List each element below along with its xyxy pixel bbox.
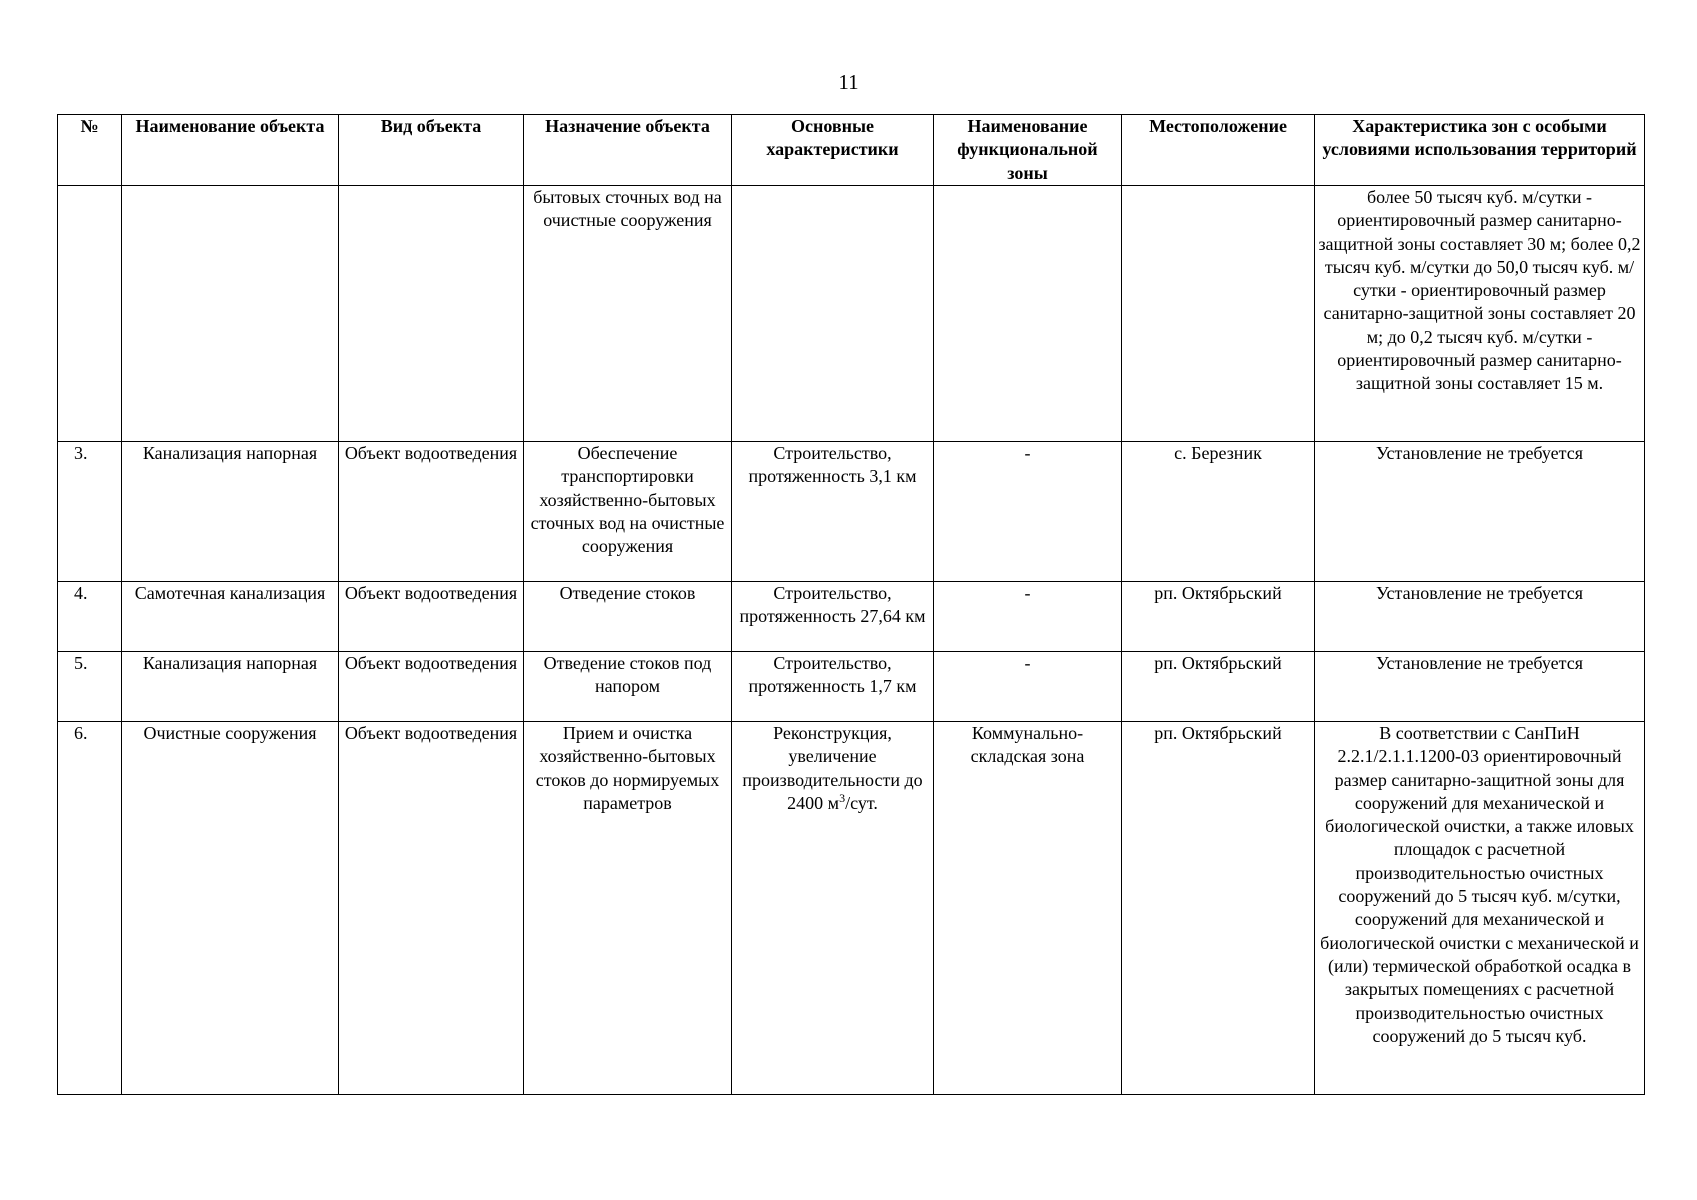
table-header-row — [58, 115, 1645, 186]
row-location: с. Березник — [1122, 442, 1315, 582]
header-number: № — [58, 115, 122, 186]
row-functional-zone — [934, 186, 1122, 442]
row-object-type — [339, 186, 524, 442]
row-number: 5. — [58, 652, 122, 722]
table-row — [58, 652, 1645, 722]
row-object-name: Канализация напорная — [122, 442, 339, 582]
row-object-name: Очистные сооружения — [122, 722, 339, 1095]
row-functional-zone: - — [934, 652, 1122, 722]
row-object-type: Объект водоотведения — [339, 442, 524, 582]
row-restrictions: Установление не требуется — [1315, 652, 1645, 722]
row-functional-zone: - — [934, 582, 1122, 652]
row-number: 3. — [58, 442, 122, 582]
header-object-type: Вид объекта — [339, 115, 524, 186]
row-characteristics: Строительство, протяженность 3,1 км — [732, 442, 934, 582]
row-location — [1122, 186, 1315, 442]
row-object-purpose: Отведение стоков под напором — [524, 652, 732, 722]
cubic-superscript: 3 — [839, 790, 846, 805]
header-object-name: Наименование объекта — [122, 115, 339, 186]
row-location: рп. Октябрьский — [1122, 722, 1315, 1095]
row-restrictions: более 50 тысяч куб. м/сутки - ориентировочный размер санитарно-защитной зоны составляет 30 м; более 0,2 тысяч куб. м/сутки до 50,0 тысяч куб. м/сутки - ориентировочный размер санитарно-защитной зоны составляет 20 м; до 0,2 тысяч куб. м/сутки - ориентировочный размер санитарно-защитной зоны составляет 15 м. — [1315, 186, 1645, 442]
row-object-purpose: бытовых сточных вод на очистные сооружения — [524, 186, 732, 442]
row-characteristics — [732, 722, 934, 1095]
row-number: 6. — [58, 722, 122, 1095]
row-restrictions: В соответствии с СанПиН 2.2.1/2.1.1.1200-03 ориентировочный размер санитарно-защитной зоны для сооружений для механической и биологической очистки, а также иловых площадок с расчетной производительностью очистных сооружений до 5 тысяч куб. м/сутки, сооружений для механической и биологической очистки с механической и (или) термической обработкой осадка в закрытых помещениях с расчетной производительностью очистных сооружений до 5 тысяч куб. — [1315, 722, 1645, 1095]
row-location: рп. Октябрьский — [1122, 582, 1315, 652]
header-functional-zone: Наименование функциональной зоны — [934, 115, 1122, 186]
row-object-name: Самотечная канализация — [122, 582, 339, 652]
table-row — [58, 442, 1645, 582]
row-restrictions: Установление не требуется — [1315, 442, 1645, 582]
characteristics-text: Реконструкция, увеличение производительности до 2400 м — [742, 723, 923, 813]
row-location: рп. Октябрьский — [1122, 652, 1315, 722]
header-zone-restrictions: Характеристика зон с особыми условиями использования территорий — [1315, 115, 1645, 186]
row-number — [58, 186, 122, 442]
row-number: 4. — [58, 582, 122, 652]
row-object-type: Объект водоотведения — [339, 722, 524, 1095]
row-object-type: Объект водоотведения — [339, 582, 524, 652]
table-row — [58, 582, 1645, 652]
row-characteristics: Строительство, протяженность 27,64 км — [732, 582, 934, 652]
header-location: Местоположение — [1122, 115, 1315, 186]
header-main-characteristics: Основные характеристики — [732, 115, 934, 186]
characteristics-unit: /сут. — [845, 792, 878, 813]
header-object-purpose: Назначение объекта — [524, 115, 732, 186]
row-object-purpose: Отведение стоков — [524, 582, 732, 652]
row-functional-zone: Коммунально-складская зона — [934, 722, 1122, 1095]
row-object-purpose: Обеспечение транспортировки хозяйственно-бытовых сточных вод на очистные сооружения — [524, 442, 732, 582]
row-characteristics — [732, 186, 934, 442]
row-functional-zone: - — [934, 442, 1122, 582]
page-number: 11 — [838, 70, 859, 94]
row-object-purpose: Прием и очистка хозяйственно-бытовых стоков до нормируемых параметров — [524, 722, 732, 1095]
infrastructure-table — [57, 114, 1645, 1095]
row-object-name: Канализация напорная — [122, 652, 339, 722]
row-restrictions: Установление не требуется — [1315, 582, 1645, 652]
row-object-type: Объект водоотведения — [339, 652, 524, 722]
table-row — [58, 722, 1645, 1095]
table-row — [58, 186, 1645, 442]
row-object-name — [122, 186, 339, 442]
row-characteristics: Строительство, протяженность 1,7 км — [732, 652, 934, 722]
